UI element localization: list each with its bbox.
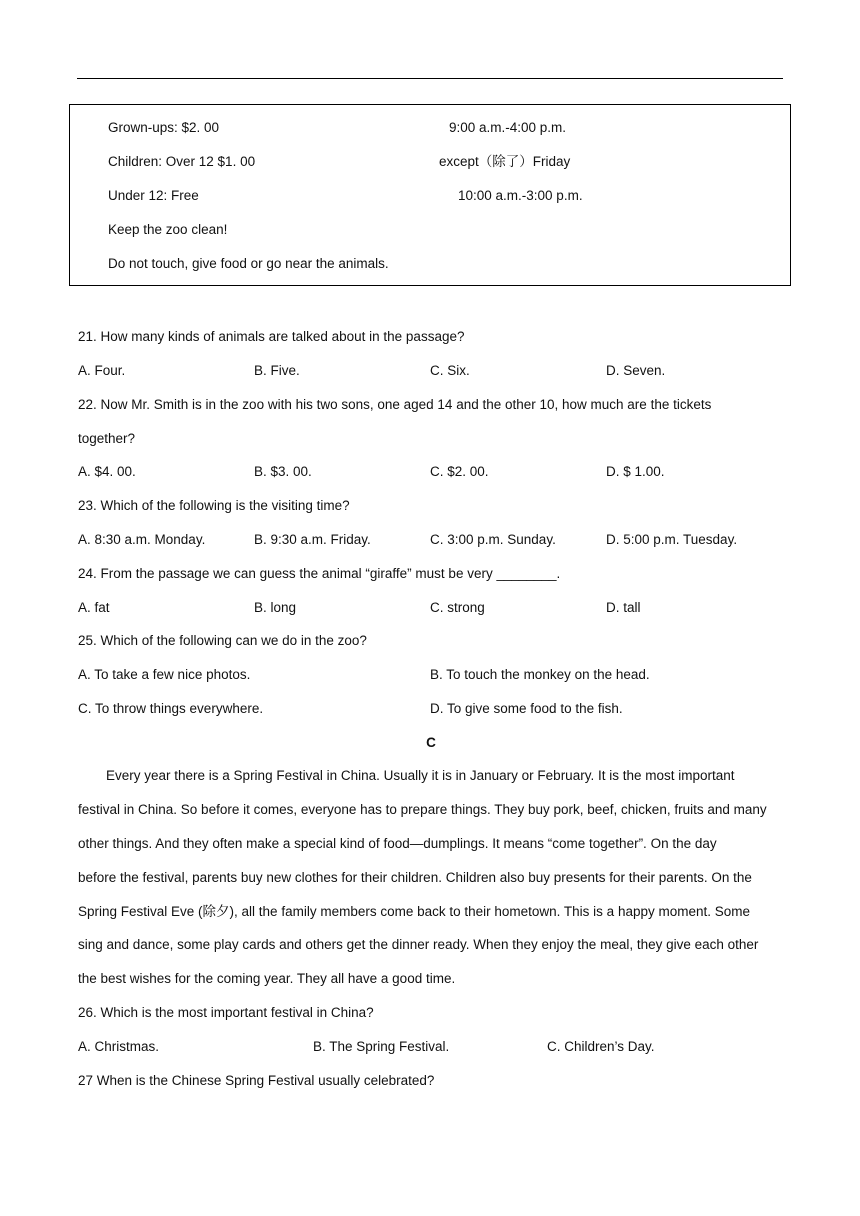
rule-clean: Keep the zoo clean! <box>108 222 228 237</box>
question-22: 22. Now Mr. Smith is in the zoo with his two sons, one aged 14 and the other 10, how much are the tickets <box>78 397 712 412</box>
question-26: 26. Which is the most important festival in China? <box>78 1005 374 1020</box>
option: C. $2. 00. <box>430 464 489 479</box>
option: A. Four. <box>78 363 126 378</box>
passage-line: before the festival, parents buy new clothes for their children. Children also buy presents for their parents. On the <box>78 870 752 885</box>
option: A. Christmas. <box>78 1039 160 1054</box>
ticket-grown-ups: Grown-ups: $2. 00 <box>108 120 220 135</box>
option: C. Six. <box>430 363 470 378</box>
passage-line: Spring Festival Eve (除夕), all the family members come back to their hometown. This is a happy moment. Some <box>78 904 751 919</box>
option: B. long <box>254 600 297 615</box>
option: D. tall <box>606 600 641 615</box>
ticket-children: Children: Over 12 $1. 00 <box>108 154 256 169</box>
option: A. To take a few nice photos. <box>78 667 251 682</box>
hours-friday: 10:00 a.m.-3:00 p.m. <box>458 188 583 203</box>
option: C. Children’s Day. <box>547 1039 655 1054</box>
question-24: 24. From the passage we can guess the animal “giraffe” must be very ________. <box>78 566 561 581</box>
option: C. 3:00 p.m. Sunday. <box>430 532 556 547</box>
question-22-cont: together? <box>78 431 136 446</box>
passage-line: sing and dance, some play cards and others get the dinner ready. When they enjoy the meal, they give each other <box>78 937 759 952</box>
section-heading: C <box>426 735 436 750</box>
hours-except: except（除了）Friday <box>439 154 571 169</box>
option: B. 9:30 a.m. Friday. <box>254 532 371 547</box>
rule-animals: Do not touch, give food or go near the animals. <box>108 256 389 271</box>
option: D. To give some food to the fish. <box>430 701 623 716</box>
option: D. $ 1.00. <box>606 464 665 479</box>
option: C. To throw things everywhere. <box>78 701 264 716</box>
option: B. To touch the monkey on the head. <box>430 667 650 682</box>
question-23: 23. Which of the following is the visiting time? <box>78 498 350 513</box>
option: A. $4. 00. <box>78 464 136 479</box>
option: C. strong <box>430 600 485 615</box>
option: D. 5:00 p.m. Tuesday. <box>606 532 738 547</box>
option: D. Seven. <box>606 363 666 378</box>
header-rule <box>77 78 783 79</box>
option: A. 8:30 a.m. Monday. <box>78 532 206 547</box>
passage-line: other things. And they often make a special kind of food—dumplings. It means “come together”. On the day <box>78 836 717 851</box>
question-25: 25. Which of the following can we do in the zoo? <box>78 633 367 648</box>
question-21: 21. How many kinds of animals are talked about in the passage? <box>78 329 465 344</box>
option: A. fat <box>78 600 110 615</box>
option: B. Five. <box>254 363 300 378</box>
hours-normal: 9:00 a.m.-4:00 p.m. <box>449 120 567 135</box>
passage-line: festival in China. So before it comes, everyone has to prepare things. They buy pork, beef, chicken, fruits and many <box>78 802 767 817</box>
option: B. The Spring Festival. <box>313 1039 450 1054</box>
ticket-under-12: Under 12: Free <box>108 188 199 203</box>
question-27: 27 When is the Chinese Spring Festival usually celebrated? <box>78 1073 435 1088</box>
passage-line: Every year there is a Spring Festival in China. Usually it is in January or February. It is the most important <box>106 768 735 783</box>
passage-line: the best wishes for the coming year. They all have a good time. <box>78 971 456 986</box>
option: B. $3. 00. <box>254 464 312 479</box>
